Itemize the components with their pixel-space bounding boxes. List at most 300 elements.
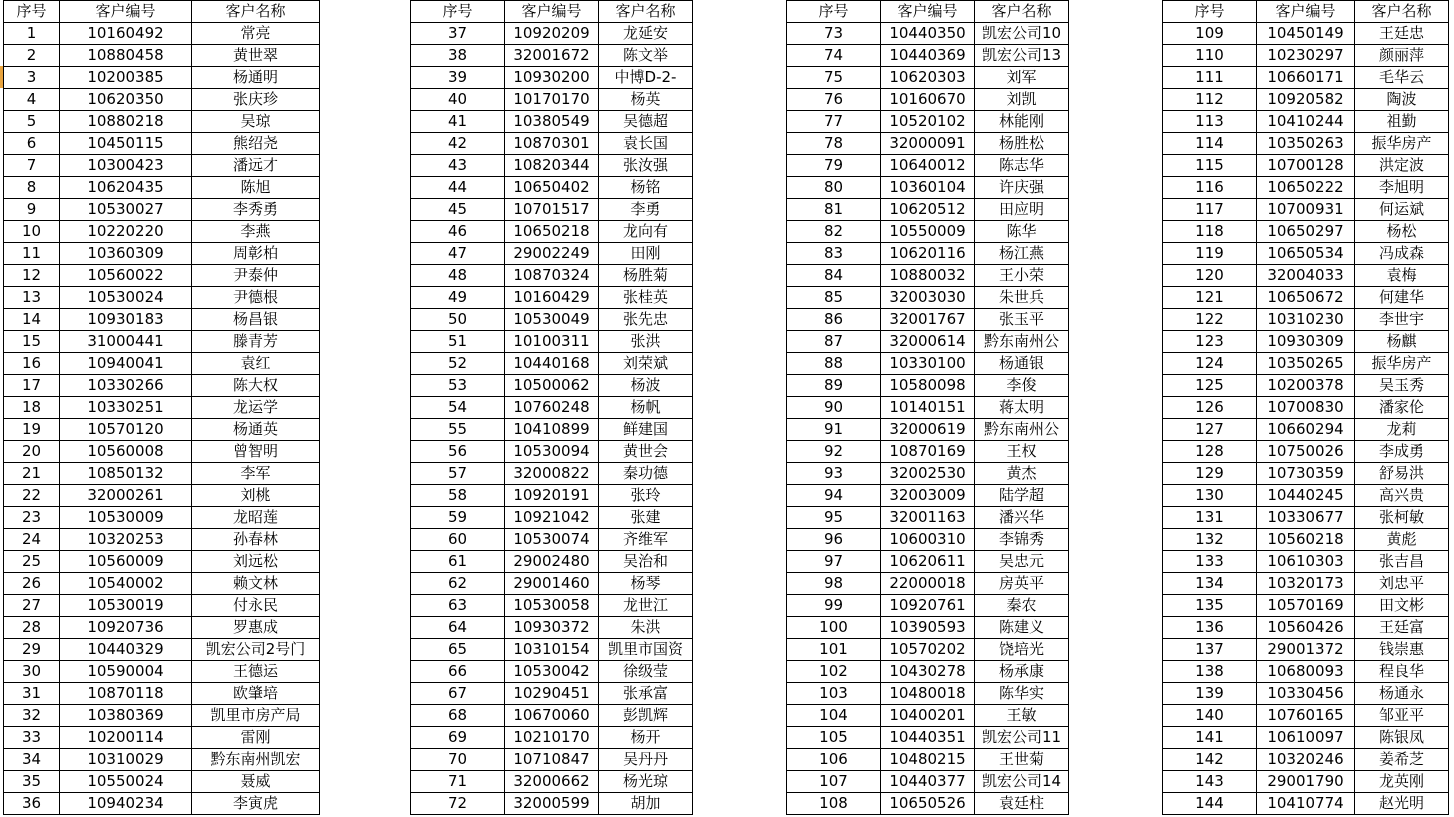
cell-customer-id[interactable]: 10710847 [505,749,599,771]
cell-index[interactable]: 102 [787,661,881,683]
cell-customer-name[interactable]: 吴丹丹 [599,749,693,771]
cell-index[interactable]: 13 [4,287,60,309]
cell-customer-id[interactable]: 10550009 [881,221,975,243]
cell-customer-name[interactable]: 秦功德 [599,463,693,485]
cell-customer-id[interactable]: 10640012 [881,155,975,177]
cell-customer-name[interactable]: 龙向有 [599,221,693,243]
cell-customer-name[interactable]: 王世菊 [975,749,1069,771]
cell-customer-name[interactable]: 龙昭莲 [192,507,320,529]
cell-index[interactable]: 63 [411,595,505,617]
cell-index[interactable]: 120 [1163,265,1257,287]
cell-customer-name[interactable]: 杨松 [1355,221,1449,243]
cell-customer-id[interactable]: 10170170 [505,89,599,111]
cell-customer-name[interactable]: 中博D-2- [599,67,693,89]
cell-index[interactable]: 89 [787,375,881,397]
header-index[interactable]: 序号 [411,1,505,23]
cell-customer-name[interactable]: 杨通明 [192,67,320,89]
cell-customer-name[interactable]: 田应明 [975,199,1069,221]
cell-customer-id[interactable]: 10620611 [881,551,975,573]
cell-customer-name[interactable]: 凯宏公司11 [975,727,1069,749]
header-index[interactable]: 序号 [787,1,881,23]
cell-index[interactable]: 98 [787,573,881,595]
cell-index[interactable]: 59 [411,507,505,529]
cell-customer-id[interactable]: 10610097 [1257,727,1355,749]
cell-customer-name[interactable]: 何运斌 [1355,199,1449,221]
cell-customer-name[interactable]: 杨麒 [1355,331,1449,353]
cell-customer-name[interactable]: 田刚 [599,243,693,265]
cell-customer-name[interactable]: 吴玉秀 [1355,375,1449,397]
cell-customer-name[interactable]: 杨通永 [1355,683,1449,705]
cell-index[interactable]: 47 [411,243,505,265]
cell-index[interactable]: 72 [411,793,505,815]
cell-index[interactable]: 123 [1163,331,1257,353]
cell-customer-name[interactable]: 颜丽萍 [1355,45,1449,67]
cell-customer-id[interactable]: 10570202 [881,639,975,661]
cell-customer-id[interactable]: 10530009 [60,507,192,529]
cell-customer-id[interactable]: 10200114 [60,727,192,749]
cell-customer-id[interactable]: 10350265 [1257,353,1355,375]
cell-customer-name[interactable]: 张先忠 [599,309,693,331]
cell-customer-id[interactable]: 10380369 [60,705,192,727]
cell-index[interactable]: 2 [4,45,60,67]
cell-customer-name[interactable]: 杨琴 [599,573,693,595]
cell-customer-name[interactable]: 黄世翠 [192,45,320,67]
cell-index[interactable]: 65 [411,639,505,661]
cell-customer-name[interactable]: 王敏 [975,705,1069,727]
cell-index[interactable]: 25 [4,551,60,573]
cell-customer-id[interactable]: 29002480 [505,551,599,573]
cell-customer-name[interactable]: 李勇 [599,199,693,221]
cell-customer-id[interactable]: 10730359 [1257,463,1355,485]
cell-index[interactable]: 1 [4,23,60,45]
cell-index[interactable]: 56 [411,441,505,463]
cell-index[interactable]: 117 [1163,199,1257,221]
cell-index[interactable]: 66 [411,661,505,683]
cell-index[interactable]: 107 [787,771,881,793]
cell-customer-id[interactable]: 10450149 [1257,23,1355,45]
cell-customer-name[interactable]: 杨光琼 [599,771,693,793]
header-customer-name[interactable]: 客户名称 [599,1,693,23]
cell-index[interactable]: 96 [787,529,881,551]
cell-customer-name[interactable]: 姜希芝 [1355,749,1449,771]
cell-customer-name[interactable]: 滕青芳 [192,331,320,353]
cell-customer-id[interactable]: 10330456 [1257,683,1355,705]
cell-index[interactable]: 77 [787,111,881,133]
cell-customer-id[interactable]: 10670060 [505,705,599,727]
cell-customer-name[interactable]: 黔东南州凯宏 [192,749,320,771]
cell-customer-id[interactable]: 10440245 [1257,485,1355,507]
cell-index[interactable]: 87 [787,331,881,353]
header-index[interactable]: 序号 [4,1,60,23]
cell-index[interactable]: 10 [4,221,60,243]
cell-customer-name[interactable]: 邹亚平 [1355,705,1449,727]
cell-index[interactable]: 7 [4,155,60,177]
cell-index[interactable]: 76 [787,89,881,111]
cell-customer-id[interactable]: 29001790 [1257,771,1355,793]
cell-customer-name[interactable]: 罗惠成 [192,617,320,639]
cell-customer-id[interactable]: 10580098 [881,375,975,397]
cell-index[interactable]: 53 [411,375,505,397]
cell-index[interactable]: 122 [1163,309,1257,331]
cell-index[interactable]: 75 [787,67,881,89]
cell-index[interactable]: 109 [1163,23,1257,45]
cell-index[interactable]: 11 [4,243,60,265]
cell-customer-id[interactable]: 10560218 [1257,529,1355,551]
cell-customer-name[interactable]: 陈文举 [599,45,693,67]
cell-customer-name[interactable]: 凯宏公司2号门 [192,639,320,661]
cell-index[interactable]: 62 [411,573,505,595]
cell-customer-name[interactable]: 李俊 [975,375,1069,397]
cell-customer-id[interactable]: 10660171 [1257,67,1355,89]
cell-index[interactable]: 78 [787,133,881,155]
cell-customer-name[interactable]: 张吉昌 [1355,551,1449,573]
cell-customer-name[interactable]: 刘军 [975,67,1069,89]
cell-customer-id[interactable]: 32000662 [505,771,599,793]
cell-customer-id[interactable]: 10930309 [1257,331,1355,353]
cell-index[interactable]: 137 [1163,639,1257,661]
cell-customer-name[interactable]: 杨江燕 [975,243,1069,265]
cell-customer-name[interactable]: 陈大权 [192,375,320,397]
cell-index[interactable]: 132 [1163,529,1257,551]
cell-index[interactable]: 133 [1163,551,1257,573]
cell-customer-id[interactable]: 10140151 [881,397,975,419]
cell-customer-id[interactable]: 10930200 [505,67,599,89]
cell-index[interactable]: 60 [411,529,505,551]
cell-customer-name[interactable]: 王德运 [192,661,320,683]
cell-customer-id[interactable]: 22000018 [881,573,975,595]
cell-customer-id[interactable]: 10760248 [505,397,599,419]
cell-customer-id[interactable]: 10400201 [881,705,975,727]
cell-customer-name[interactable]: 杨胜菊 [599,265,693,287]
cell-customer-id[interactable]: 10610303 [1257,551,1355,573]
cell-index[interactable]: 33 [4,727,60,749]
cell-customer-id[interactable]: 10320246 [1257,749,1355,771]
cell-customer-name[interactable]: 李成勇 [1355,441,1449,463]
header-customer-name[interactable]: 客户名称 [192,1,320,23]
cell-index[interactable]: 41 [411,111,505,133]
cell-customer-id[interactable]: 10410774 [1257,793,1355,815]
cell-index[interactable]: 37 [411,23,505,45]
cell-customer-name[interactable]: 赵光明 [1355,793,1449,815]
cell-customer-id[interactable]: 10310029 [60,749,192,771]
cell-customer-name[interactable]: 袁梅 [1355,265,1449,287]
cell-customer-id[interactable]: 10920582 [1257,89,1355,111]
cell-index[interactable]: 106 [787,749,881,771]
cell-index[interactable]: 22 [4,485,60,507]
cell-customer-name[interactable]: 吴德超 [599,111,693,133]
cell-index[interactable]: 8 [4,177,60,199]
cell-customer-name[interactable]: 张玲 [599,485,693,507]
cell-customer-id[interactable]: 10440351 [881,727,975,749]
cell-customer-name[interactable]: 王廷忠 [1355,23,1449,45]
cell-customer-name[interactable]: 徐级莹 [599,661,693,683]
cell-customer-id[interactable]: 10210170 [505,727,599,749]
cell-index[interactable]: 143 [1163,771,1257,793]
cell-index[interactable]: 32 [4,705,60,727]
cell-index[interactable]: 131 [1163,507,1257,529]
cell-customer-name[interactable]: 饶培光 [975,639,1069,661]
cell-customer-id[interactable]: 32000599 [505,793,599,815]
cell-index[interactable]: 126 [1163,397,1257,419]
cell-customer-id[interactable]: 32000822 [505,463,599,485]
cell-index[interactable]: 46 [411,221,505,243]
cell-customer-name[interactable]: 张建 [599,507,693,529]
cell-customer-id[interactable]: 32004033 [1257,265,1355,287]
cell-customer-name[interactable]: 潘家伦 [1355,397,1449,419]
cell-index[interactable]: 142 [1163,749,1257,771]
cell-customer-name[interactable]: 吴忠元 [975,551,1069,573]
cell-customer-id[interactable]: 10480018 [881,683,975,705]
cell-customer-id[interactable]: 32003009 [881,485,975,507]
cell-customer-name[interactable]: 凯里市房产局 [192,705,320,727]
cell-index[interactable]: 140 [1163,705,1257,727]
cell-index[interactable]: 127 [1163,419,1257,441]
cell-customer-id[interactable]: 29001372 [1257,639,1355,661]
cell-customer-name[interactable]: 杨英 [599,89,693,111]
cell-index[interactable]: 111 [1163,67,1257,89]
cell-customer-name[interactable]: 田文彬 [1355,595,1449,617]
cell-index[interactable]: 86 [787,309,881,331]
cell-customer-name[interactable]: 潘远才 [192,155,320,177]
cell-index[interactable]: 85 [787,287,881,309]
cell-customer-name[interactable]: 杨铭 [599,177,693,199]
cell-customer-id[interactable]: 32000614 [881,331,975,353]
cell-customer-id[interactable]: 10310230 [1257,309,1355,331]
cell-index[interactable]: 21 [4,463,60,485]
cell-index[interactable]: 39 [411,67,505,89]
cell-customer-id[interactable]: 10930372 [505,617,599,639]
cell-index[interactable]: 40 [411,89,505,111]
cell-customer-name[interactable]: 杨承康 [975,661,1069,683]
cell-index[interactable]: 36 [4,793,60,815]
cell-index[interactable]: 69 [411,727,505,749]
cell-customer-name[interactable]: 付永民 [192,595,320,617]
cell-customer-id[interactable]: 10350263 [1257,133,1355,155]
cell-index[interactable]: 67 [411,683,505,705]
cell-index[interactable]: 103 [787,683,881,705]
cell-customer-name[interactable]: 龙运学 [192,397,320,419]
cell-customer-id[interactable]: 10320173 [1257,573,1355,595]
cell-index[interactable]: 44 [411,177,505,199]
cell-customer-id[interactable]: 10560008 [60,441,192,463]
cell-customer-name[interactable]: 杨波 [599,375,693,397]
cell-index[interactable]: 99 [787,595,881,617]
cell-customer-name[interactable]: 房英平 [975,573,1069,595]
cell-customer-name[interactable]: 程良华 [1355,661,1449,683]
cell-customer-id[interactable]: 10430278 [881,661,975,683]
cell-customer-id[interactable]: 10530019 [60,595,192,617]
cell-customer-name[interactable]: 舒易洪 [1355,463,1449,485]
cell-customer-id[interactable]: 10570120 [60,419,192,441]
cell-index[interactable]: 34 [4,749,60,771]
cell-index[interactable]: 115 [1163,155,1257,177]
cell-index[interactable]: 5 [4,111,60,133]
cell-index[interactable]: 73 [787,23,881,45]
cell-customer-name[interactable]: 袁长国 [599,133,693,155]
cell-customer-name[interactable]: 黔东南州公 [975,331,1069,353]
cell-customer-name[interactable]: 蒋太明 [975,397,1069,419]
cell-customer-id[interactable]: 10650402 [505,177,599,199]
cell-customer-id[interactable]: 10921042 [505,507,599,529]
cell-index[interactable]: 14 [4,309,60,331]
cell-customer-id[interactable]: 10220220 [60,221,192,243]
cell-customer-name[interactable]: 陈志华 [975,155,1069,177]
cell-index[interactable]: 38 [411,45,505,67]
cell-index[interactable]: 116 [1163,177,1257,199]
cell-customer-id[interactable]: 10440329 [60,639,192,661]
cell-index[interactable]: 48 [411,265,505,287]
cell-customer-id[interactable]: 10200385 [60,67,192,89]
cell-index[interactable]: 19 [4,419,60,441]
cell-customer-id[interactable]: 29002249 [505,243,599,265]
cell-index[interactable]: 50 [411,309,505,331]
cell-customer-name[interactable]: 王权 [975,441,1069,463]
cell-index[interactable]: 57 [411,463,505,485]
cell-customer-id[interactable]: 10450115 [60,133,192,155]
cell-customer-name[interactable]: 吴琼 [192,111,320,133]
cell-customer-name[interactable]: 黄世会 [599,441,693,463]
cell-index[interactable]: 112 [1163,89,1257,111]
cell-customer-id[interactable]: 10310154 [505,639,599,661]
cell-index[interactable]: 35 [4,771,60,793]
cell-customer-name[interactable]: 杨胜松 [975,133,1069,155]
cell-customer-id[interactable]: 10530024 [60,287,192,309]
cell-index[interactable]: 17 [4,375,60,397]
cell-customer-name[interactable]: 张桂英 [599,287,693,309]
cell-customer-name[interactable]: 振华房产 [1355,133,1449,155]
cell-customer-id[interactable]: 10100311 [505,331,599,353]
cell-customer-name[interactable]: 凯宏公司10 [975,23,1069,45]
cell-customer-id[interactable]: 10160429 [505,287,599,309]
cell-index[interactable]: 18 [4,397,60,419]
cell-customer-id[interactable]: 10480215 [881,749,975,771]
cell-customer-id[interactable]: 10560022 [60,265,192,287]
cell-customer-name[interactable]: 尹泰仲 [192,265,320,287]
cell-index[interactable]: 68 [411,705,505,727]
cell-customer-name[interactable]: 黄彪 [1355,529,1449,551]
cell-customer-name[interactable]: 杨通英 [192,419,320,441]
cell-customer-name[interactable]: 袁廷柱 [975,793,1069,815]
cell-customer-name[interactable]: 冯成森 [1355,243,1449,265]
cell-customer-name[interactable]: 袁红 [192,353,320,375]
cell-index[interactable]: 9 [4,199,60,221]
cell-customer-id[interactable]: 10920736 [60,617,192,639]
cell-index[interactable]: 26 [4,573,60,595]
cell-customer-name[interactable]: 曾智明 [192,441,320,463]
cell-customer-name[interactable]: 陈建义 [975,617,1069,639]
cell-index[interactable]: 135 [1163,595,1257,617]
cell-customer-id[interactable]: 10650297 [1257,221,1355,243]
cell-customer-name[interactable]: 高兴贵 [1355,485,1449,507]
cell-customer-name[interactable]: 孙春林 [192,529,320,551]
cell-customer-name[interactable]: 赖文林 [192,573,320,595]
cell-customer-id[interactable]: 10530049 [505,309,599,331]
cell-customer-id[interactable]: 10870169 [881,441,975,463]
cell-customer-id[interactable]: 10560009 [60,551,192,573]
cell-index[interactable]: 27 [4,595,60,617]
cell-index[interactable]: 129 [1163,463,1257,485]
cell-customer-name[interactable]: 雷刚 [192,727,320,749]
cell-customer-id[interactable]: 10650218 [505,221,599,243]
cell-index[interactable]: 24 [4,529,60,551]
cell-customer-id[interactable]: 10360104 [881,177,975,199]
cell-customer-id[interactable]: 10360309 [60,243,192,265]
cell-customer-id[interactable]: 10440350 [881,23,975,45]
cell-customer-id[interactable]: 10390593 [881,617,975,639]
cell-customer-name[interactable]: 陆学超 [975,485,1069,507]
cell-customer-id[interactable]: 10870118 [60,683,192,705]
cell-index[interactable]: 114 [1163,133,1257,155]
cell-index[interactable]: 94 [787,485,881,507]
cell-customer-id[interactable]: 10820344 [505,155,599,177]
cell-customer-id[interactable]: 10620350 [60,89,192,111]
cell-customer-name[interactable]: 陈华实 [975,683,1069,705]
cell-customer-id[interactable]: 10560426 [1257,617,1355,639]
cell-customer-id[interactable]: 10160492 [60,23,192,45]
cell-customer-id[interactable]: 10590004 [60,661,192,683]
cell-index[interactable]: 49 [411,287,505,309]
cell-customer-name[interactable]: 齐维军 [599,529,693,551]
cell-customer-name[interactable]: 振华房产 [1355,353,1449,375]
cell-customer-id[interactable]: 10320253 [60,529,192,551]
cell-customer-name[interactable]: 王廷富 [1355,617,1449,639]
cell-customer-id[interactable]: 10700931 [1257,199,1355,221]
header-index[interactable]: 序号 [1163,1,1257,23]
cell-customer-name[interactable]: 李秀勇 [192,199,320,221]
cell-customer-id[interactable]: 10650672 [1257,287,1355,309]
cell-index[interactable]: 141 [1163,727,1257,749]
cell-customer-name[interactable]: 张玉平 [975,309,1069,331]
cell-index[interactable]: 134 [1163,573,1257,595]
cell-customer-id[interactable]: 10760165 [1257,705,1355,727]
cell-customer-name[interactable]: 祖勤 [1355,111,1449,133]
cell-index[interactable]: 110 [1163,45,1257,67]
cell-index[interactable]: 6 [4,133,60,155]
cell-customer-name[interactable]: 杨开 [599,727,693,749]
cell-customer-id[interactable]: 10300423 [60,155,192,177]
cell-customer-name[interactable]: 刘荣斌 [599,353,693,375]
cell-index[interactable]: 101 [787,639,881,661]
cell-customer-name[interactable]: 刘忠平 [1355,573,1449,595]
cell-customer-name[interactable]: 杨昌银 [192,309,320,331]
cell-customer-id[interactable]: 10660294 [1257,419,1355,441]
cell-customer-id[interactable]: 10550024 [60,771,192,793]
cell-customer-name[interactable]: 朱洪 [599,617,693,639]
cell-customer-name[interactable]: 何建华 [1355,287,1449,309]
cell-customer-id[interactable]: 10410899 [505,419,599,441]
cell-customer-id[interactable]: 10500062 [505,375,599,397]
cell-customer-id[interactable]: 10530094 [505,441,599,463]
cell-customer-id[interactable]: 10530074 [505,529,599,551]
cell-index[interactable]: 52 [411,353,505,375]
cell-customer-id[interactable]: 10200378 [1257,375,1355,397]
cell-customer-id[interactable]: 32003030 [881,287,975,309]
cell-customer-id[interactable]: 32001672 [505,45,599,67]
cell-customer-id[interactable]: 10940041 [60,353,192,375]
cell-index[interactable]: 29 [4,639,60,661]
cell-customer-id[interactable]: 10440369 [881,45,975,67]
cell-customer-id[interactable]: 10920191 [505,485,599,507]
cell-customer-id[interactable]: 32001163 [881,507,975,529]
cell-customer-name[interactable]: 聂威 [192,771,320,793]
cell-index[interactable]: 130 [1163,485,1257,507]
cell-customer-id[interactable]: 10330100 [881,353,975,375]
cell-index[interactable]: 118 [1163,221,1257,243]
cell-index[interactable]: 80 [787,177,881,199]
cell-customer-id[interactable]: 10880458 [60,45,192,67]
cell-customer-id[interactable]: 31000441 [60,331,192,353]
cell-index[interactable]: 104 [787,705,881,727]
